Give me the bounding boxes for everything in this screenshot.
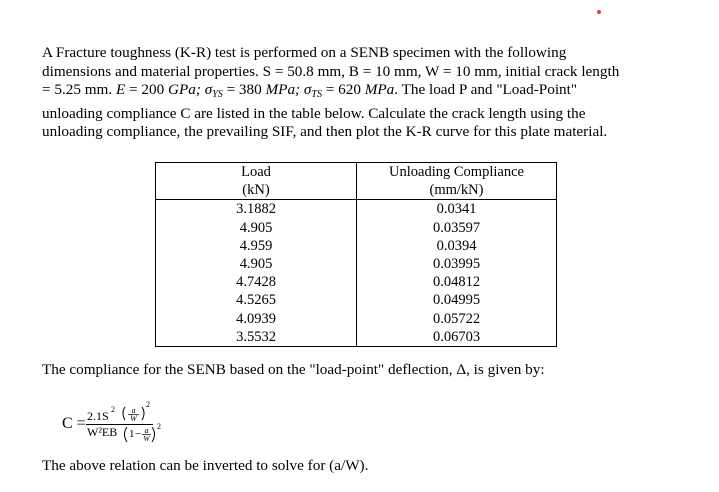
- den-paren-right: [152, 427, 155, 442]
- num-w: W: [130, 414, 137, 423]
- table-row: [156, 291, 557, 309]
- header-compliance: Unloading Compliance: [357, 163, 557, 182]
- load-cell: 4.0939: [156, 310, 357, 328]
- load-cell: 3.1882: [156, 200, 357, 219]
- compliance-cell: 0.0394: [357, 237, 557, 255]
- compliance-statement: The compliance for the SENB based on the "load-point" deflection, Δ, is given by:: [42, 361, 545, 378]
- load-cell: 4.7428: [156, 273, 357, 291]
- formula-numerator-exp: 2: [111, 405, 115, 414]
- problem-line-4: unloading compliance C are listed in the table below. Calculate the crack length using the: [42, 104, 586, 122]
- load-cell: 4.905: [156, 219, 357, 237]
- den-w: W: [143, 434, 150, 443]
- formula-denominator: W²EB: [87, 425, 118, 439]
- header-compliance-unit: (mm/kN): [357, 181, 557, 200]
- table-row: [156, 237, 557, 255]
- compliance-cell: 0.03995: [357, 255, 557, 273]
- num-a: a: [131, 406, 136, 415]
- num-paren-exp: 2: [146, 400, 150, 409]
- load-cell: 4.5265: [156, 291, 357, 309]
- table-row: [156, 255, 557, 273]
- table-row: [156, 219, 557, 237]
- den-one: 1: [129, 428, 135, 440]
- load-compliance-table: [155, 162, 557, 347]
- red-dot-marker: [597, 10, 601, 14]
- formula-numerator: 2.1S: [87, 409, 109, 423]
- formula-lhs: C =: [62, 415, 86, 432]
- compliance-cell: 0.04995: [357, 291, 557, 309]
- compliance-cell: 0.06703: [357, 328, 557, 347]
- table-row: [156, 328, 557, 347]
- load-cell: 4.959: [156, 237, 357, 255]
- compliance-cell: 0.03597: [357, 219, 557, 237]
- problem-line-1: A Fracture toughness (K-R) test is performed on a SENB specimen with the following: [42, 44, 567, 61]
- problem-line-3: = 5.25 mm. E = 200 GPa; $\sigma_{YS} = 380$ MPa; $\sigma_{TS} = 620$ MPa. The load P and "Load-Point": [42, 81, 578, 101]
- den-a: a: [144, 426, 149, 435]
- header-load: Load: [156, 163, 357, 182]
- den-paren-left: [125, 427, 128, 442]
- table-row: [156, 273, 557, 291]
- header-load-unit: (kN): [156, 181, 357, 200]
- inversion-note: The above relation can be inverted to solve for (a/W).: [42, 457, 369, 474]
- problem-line-5: unloading compliance, the prevailing SIF, and then plot the K-R curve for this plate material.: [42, 123, 608, 141]
- problem-statement: [42, 44, 682, 142]
- num-paren-left: [123, 407, 125, 420]
- compliance-cell: 0.05722: [357, 310, 557, 328]
- table-row: [156, 310, 557, 328]
- compliance-cell: 0.04812: [357, 273, 557, 291]
- compliance-cell: 0.0341: [357, 200, 557, 219]
- num-paren-right: [142, 407, 144, 420]
- table-row: [156, 200, 557, 219]
- load-cell: 4.905: [156, 255, 357, 273]
- load-cell: 3.5532: [156, 328, 357, 347]
- problem-line-2: dimensions and material properties. S = 50.8 mm, B = 10 mm, W = 10 mm, initial crack length: [42, 62, 620, 80]
- den-minus: −: [135, 428, 142, 440]
- den-paren-exp: 2: [157, 422, 161, 431]
- compliance-formula: [60, 396, 220, 454]
